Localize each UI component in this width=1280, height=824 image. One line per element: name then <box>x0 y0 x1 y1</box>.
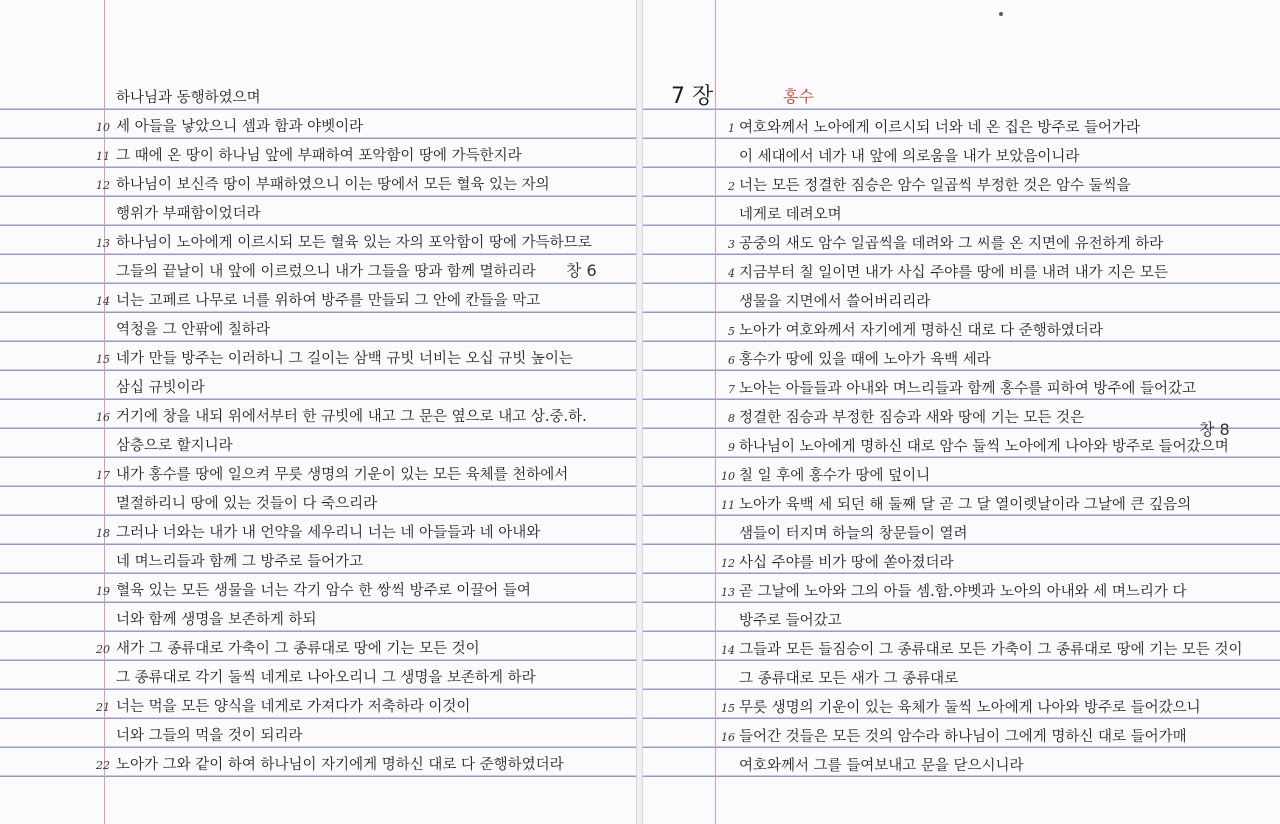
verse-number: 3 <box>728 238 735 251</box>
handwritten-line: 하나님이 노아에게 명하신 대로 암수 둘씩 노아에게 나아와 방주로 들어갔으며 <box>739 439 1229 455</box>
verse-number <box>709 143 735 172</box>
handwritten-line: 여호와께서 노아에게 이르시되 너와 네 온 집은 방주로 들어가라 <box>739 120 1141 136</box>
verse-number <box>78 548 110 577</box>
verse-number: 21 <box>96 701 110 714</box>
verse-number: 14 <box>96 295 110 308</box>
verse-number: 17 <box>96 469 110 482</box>
handwritten-line: 거기에 창을 내되 위에서부터 한 규빗에 내고 그 문은 옆으로 내고 상.중.하. <box>116 409 587 425</box>
handwritten-line: 너는 고페르 나무로 너를 위하여 방주를 만들되 그 안에 칸들을 막고 <box>116 293 541 309</box>
handwritten-line: 하나님이 보신즉 땅이 부패하였으니 이는 땅에서 모든 혈육 있는 자의 <box>116 177 550 193</box>
verse-number <box>709 520 735 549</box>
handwritten-line: 방주로 들어갔고 <box>739 613 842 629</box>
handwritten-line: 너와 함께 생명을 보존하게 하되 <box>116 612 317 628</box>
handwritten-line: 새가 그 종류대로 가축이 그 종류대로 땅에 기는 모든 것이 <box>116 641 480 657</box>
verse-number: 22 <box>96 759 110 772</box>
verse-number: 15 <box>721 702 735 715</box>
verse-number: 14 <box>721 644 735 657</box>
handwritten-line: 그들의 끝날이 내 앞에 이르렀으니 내가 그들을 땅과 함께 멸하리라 <box>116 264 536 280</box>
handwritten-line: 노아가 그와 같이 하여 하나님이 자기에게 명하신 대로 다 준행하였더라 <box>116 757 564 773</box>
verse-number: 10 <box>721 470 735 483</box>
verse-number <box>78 490 110 519</box>
verse-number: 18 <box>96 527 110 540</box>
handwritten-line: 노아가 여호와께서 자기에게 명하신 대로 다 준행하였더라 <box>739 323 1103 339</box>
verse-number <box>78 606 110 635</box>
verse-number <box>78 84 110 113</box>
handwritten-line: 네 며느리들과 함께 그 방주로 들어가고 <box>116 554 364 570</box>
verse-number: 16 <box>721 731 735 744</box>
verse-number <box>78 664 110 693</box>
verse-number <box>709 201 735 230</box>
verse-number <box>78 722 110 751</box>
verse-number: 16 <box>96 411 110 424</box>
handwritten-line: 너와 그들의 먹을 것이 되리라 <box>116 728 303 744</box>
handwritten-line: 그 종류대로 각기 둘씩 네게로 나아오리니 그 생명을 보존하게 하라 <box>116 670 536 686</box>
verse-number: 4 <box>728 267 735 280</box>
handwritten-line: 공중의 새도 암수 일곱씩을 데려와 그 씨를 온 지면에 유전하게 하라 <box>739 236 1164 252</box>
handwritten-line: 멸절하리니 땅에 있는 것들이 다 죽으리라 <box>116 496 378 512</box>
right-page <box>642 0 1280 824</box>
handwritten-line: 혈육 있는 모든 생물을 너는 각기 암수 한 쌍씩 방주로 이끌어 들여 <box>116 583 531 599</box>
verse-number: 7 <box>728 383 735 396</box>
verse-number: 9 <box>728 441 735 454</box>
handwritten-line: 들어간 것들은 모든 것의 암수라 하나님이 그에게 명하신 대로 들어가매 <box>739 729 1187 745</box>
handwritten-line: 하나님과 동행하였으며 <box>116 90 261 106</box>
verse-number: 11 <box>96 150 110 163</box>
handwritten-line: 내가 홍수를 땅에 일으켜 무릇 생명의 기운이 있는 모든 육체를 천하에서 <box>116 467 569 483</box>
verse-number <box>709 665 735 694</box>
handwritten-line: 사십 주야를 비가 땅에 쏟아졌더라 <box>739 555 954 571</box>
handwritten-line: 노아는 아들들과 아내와 며느리들과 함께 홍수를 피하여 방주에 들어갔고 <box>739 381 1197 397</box>
verse-number: 12 <box>96 179 110 192</box>
verse-number: 8 <box>728 412 735 425</box>
handwritten-line: 그 때에 온 땅이 하나님 앞에 부패하여 포악함이 땅에 가득한지라 <box>116 148 522 164</box>
verse-number <box>709 607 735 636</box>
verse-number: 19 <box>96 585 110 598</box>
handwritten-line: 너는 먹을 모든 양식을 네게로 가져다가 저축하라 이것이 <box>116 699 471 715</box>
handwritten-line: 네게로 데려오며 <box>739 207 842 223</box>
handwritten-line: 곧 그날에 노아와 그의 아들 셈.함.야벳과 노아의 아내와 세 며느리가 다 <box>739 584 1187 600</box>
verse-number <box>709 752 735 781</box>
handwritten-line: 노아가 육백 세 되던 해 둘째 달 곧 그 달 열이렛날이라 그날에 큰 깊음의 <box>739 497 1192 513</box>
left-margin-note: 창 6 <box>566 261 597 280</box>
verse-number: 5 <box>728 325 735 338</box>
chapter-number: 7 장 <box>671 84 714 109</box>
verse-number: 6 <box>728 354 735 367</box>
verse-number <box>709 288 735 317</box>
verse-number: 15 <box>96 353 110 366</box>
verse-number <box>78 316 110 345</box>
verse-number: 13 <box>721 586 735 599</box>
handwritten-line: 무릇 생명의 기운이 있는 육체가 둘씩 노아에게 나아와 방주로 들어갔으니 <box>739 700 1201 716</box>
paper-dot <box>999 12 1003 16</box>
handwritten-line: 너는 모든 정결한 짐승은 암수 일곱씩 부정한 것은 암수 둘씩을 <box>739 178 1131 194</box>
handwritten-line: 생물을 지면에서 쓸어버리리라 <box>739 294 931 310</box>
left-page <box>0 0 637 824</box>
handwritten-line: 하나님이 노아에게 이르시되 모든 혈육 있는 자의 포악함이 땅에 가득하므로 <box>116 235 592 251</box>
right-margin-note: 창 8 <box>1199 420 1230 439</box>
verse-number <box>78 374 110 403</box>
verse-number: 11 <box>721 499 735 512</box>
verse-number: 1 <box>728 122 735 135</box>
handwritten-line: 그 종류대로 모든 새가 그 종류대로 <box>739 671 959 687</box>
verse-number: 10 <box>96 121 110 134</box>
handwritten-line: 여호와께서 그를 들여보내고 문을 닫으시니라 <box>739 758 1024 774</box>
verse-number: 12 <box>721 557 735 570</box>
verse-number: 2 <box>728 180 735 193</box>
verse-number: 20 <box>96 643 110 656</box>
handwritten-line: 역청을 그 안팎에 칠하라 <box>116 322 270 338</box>
handwritten-line: 그들과 모든 들짐승이 그 종류대로 모든 가축이 그 종류대로 땅에 기는 모든 것이 <box>739 642 1243 658</box>
chapter-title: 홍수 <box>783 87 814 106</box>
handwritten-line: 이 세대에서 네가 내 앞에 의로움을 내가 보았음이니라 <box>739 149 1080 165</box>
handwritten-line: 그러나 너와는 내가 내 언약을 세우리니 너는 네 아들들과 네 아내와 <box>116 525 541 541</box>
handwritten-line: 지금부터 칠 일이면 내가 사십 주야를 땅에 비를 내려 내가 지은 모든 <box>739 265 1168 281</box>
handwritten-line: 샘들이 터지며 하늘의 창문들이 열려 <box>739 526 968 542</box>
handwritten-line: 행위가 부패함이었더라 <box>116 206 261 222</box>
verse-number: 13 <box>96 237 110 250</box>
handwritten-line: 세 아들을 낳았으니 셈과 함과 야벳이라 <box>116 119 364 135</box>
handwritten-line: 홍수가 땅에 있을 때에 노아가 육백 세라 <box>739 352 991 368</box>
verse-number <box>78 200 110 229</box>
handwritten-line: 칠 일 후에 홍수가 땅에 덮이니 <box>739 468 931 484</box>
verse-number <box>78 258 110 287</box>
verse-number <box>78 432 110 461</box>
handwritten-line: 삼층으로 할지니라 <box>116 438 233 454</box>
handwritten-line: 네가 만들 방주는 이러하니 그 길이는 삼백 규빗 너비는 오십 규빗 높이는 <box>116 351 573 367</box>
handwritten-line: 삼십 규빗이라 <box>116 380 205 396</box>
handwritten-line: 정결한 짐승과 부정한 짐승과 새와 땅에 기는 모든 것은 <box>739 410 1085 426</box>
